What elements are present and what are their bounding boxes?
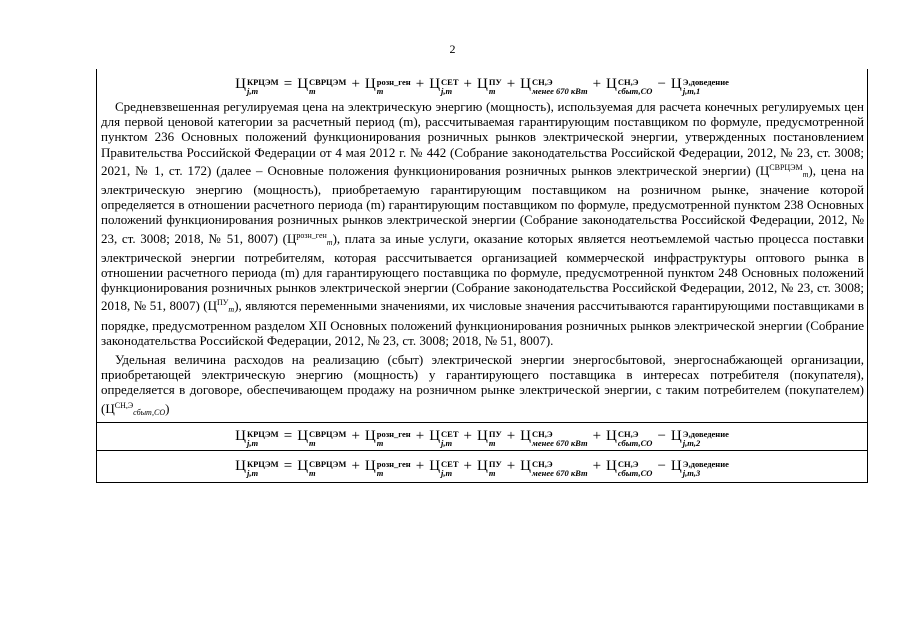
symbol-svrcem-superscript: СВРЦЭМ (769, 162, 803, 172)
formula-3-term-6-subscript: сбыт,СО (617, 467, 653, 478)
formula-2-operator-6: − (657, 427, 666, 444)
formula-3-lhs-term (235, 457, 279, 478)
formula-3-term-1-subscript: m (309, 467, 316, 478)
formula-2-operator-1: + (351, 427, 360, 444)
formula-1-term-1-superscript: СВРЦЭМ (309, 76, 347, 87)
formula-3-term-1 (297, 457, 347, 478)
formula-3-operator-1: + (351, 457, 360, 474)
formula-2-term-4 (476, 427, 502, 448)
formula-1-term-3-superscript: СЕТ (441, 76, 459, 87)
formula-1-term-6 (606, 75, 653, 96)
paragraphs-block (97, 99, 867, 422)
formula-3-term-5-superscript: СН,Э (532, 458, 553, 469)
formula-1-operator-3: + (463, 75, 472, 92)
formula-2-lhs-term-base: Ц (235, 427, 246, 444)
formula-2-term-5 (520, 427, 588, 448)
formula-2-equals-sign: = (283, 427, 293, 444)
formula-2-term-1 (297, 427, 347, 448)
formula-1 (97, 69, 867, 99)
formula-3-term-5-subscript: менее 670 кВт (532, 467, 588, 478)
formula-1-term-4-base: Ц (476, 75, 488, 92)
formula-3-term-5 (520, 457, 588, 478)
formula-3-term-4 (476, 457, 502, 478)
formula-2 (97, 422, 867, 451)
formula-2-term-7-superscript: Э,доведение (682, 428, 729, 439)
formula-2-term-2 (364, 427, 411, 448)
paragraph-2 (101, 352, 864, 420)
formula-1-term-7-superscript: Э,доведение (682, 76, 729, 87)
formula-2-term-5-subscript: менее 670 кВт (532, 437, 588, 448)
paragraph-2-text-b: ) (165, 400, 170, 416)
formula-3-term-7 (670, 457, 729, 478)
formula-3-term-2 (364, 457, 411, 478)
formula-2-term-2-base: Ц (364, 427, 376, 444)
symbol-pu (208, 298, 235, 313)
formula-1-lhs-term-superscript: КРЦЭМ (246, 76, 279, 87)
formula-2-term-7-subscript: j,m,2 (682, 437, 701, 448)
formula-1-term-1 (297, 75, 347, 96)
formula-3-term-1-superscript: СВРЦЭМ (309, 458, 347, 469)
formula-1-term-1-base: Ц (297, 75, 309, 92)
formula-1-term-5 (520, 75, 588, 96)
formula-3-operator-6: − (657, 457, 666, 474)
formula-3-term-7-base: Ц (670, 457, 682, 474)
formula-2-term-6-superscript: СН,Э (617, 428, 639, 439)
formula-3-term-3-base: Ц (429, 457, 441, 474)
formula-3-term-7-superscript: Э,доведение (682, 458, 729, 469)
formula-1-term-2-superscript: розн_ген (376, 76, 411, 87)
formula-3-term-2-superscript: розн_ген (376, 458, 411, 469)
formula-3 (97, 451, 867, 483)
symbol-sbyt-so-subscript: сбыт,СО (133, 407, 166, 417)
formula-1-operator-4: + (506, 75, 516, 92)
symbol-pu-base: Ц (207, 298, 217, 314)
symbol-sbyt-so-base: Ц (105, 400, 115, 416)
formula-1-term-6-subscript: сбыт,СО (617, 85, 653, 96)
paragraph-1-text-a: Средневзвешенная регулируемая цена на электрическую энергию (мощность), используемая для расчета конечных регулируемых цен для первой ценовой категории за расчетный период (m), рассчитываемая гарантирующим поставщиком по формуле, предусмотренной пунктом 236 Основных положений функционирования розничных рынков электрической энергии, утвержденных постановлением Правительства Российской Федерации от 4 мая 2012 г. № 442 (Собрание законодательства Российской Федерации, 2012, № 23, ст. 3008; 2021, № 1, ст. 172) (далее – Основные положения функционирования розничных рынков электрической энергии) ( (101, 99, 864, 178)
formula-1-equals-sign: = (283, 75, 293, 92)
formula-2-term-5-superscript: СН,Э (532, 428, 553, 439)
formula-1-term-7-subscript: j,m,1 (682, 85, 701, 96)
symbol-sbyt-so-superscript: СН,Э (114, 400, 134, 410)
formula-1-operator-1: + (351, 75, 360, 92)
formula-2-term-6-base: Ц (606, 427, 617, 444)
formula-1-lhs-term-subscript: j,m (246, 85, 259, 96)
formula-2-term-6-subscript: сбыт,СО (617, 437, 653, 448)
formula-1-term-7-base: Ц (670, 75, 682, 92)
formula-1-operator-6: − (657, 75, 666, 92)
formula-2-term-7-base: Ц (670, 427, 682, 444)
formula-2-operator-4: + (506, 427, 516, 444)
formula-2-term-7 (670, 427, 729, 448)
formula-3-lhs-term-base: Ц (235, 457, 246, 474)
formula-1-term-4 (476, 75, 502, 96)
symbol-pu-superscript: ПУ (216, 298, 229, 308)
formula-1-operator-2: + (415, 75, 425, 92)
formula-2-lhs-term-subscript: j,m (246, 437, 259, 448)
formula-2-term-5-base: Ц (520, 427, 531, 444)
formula-1-term-2 (364, 75, 411, 96)
symbol-rozn-gen (287, 231, 333, 246)
formula-1-operator-5: + (592, 75, 602, 92)
paragraph-1-text-b: ), цена на электрическую энергию (мощность), приобретаемую гарантирующим поставщиком на розничном рынке, значение которой определяется в отношении расчетного периода (m) гарантирующим поставщиком по формуле, предусмотренной пунктом 238 Основных положений функционирования розничных рынков электрической энергии (Собрание законодательства Российской Федерации, 2012, № 23, ст. 3008; 2018, № 51, 8007) ( (101, 162, 864, 246)
formula-2-term-4-subscript: m (488, 437, 496, 448)
formula-3-term-5-base: Ц (520, 457, 531, 474)
paragraph-1 (101, 99, 864, 348)
formula-1-term-2-base: Ц (364, 75, 376, 92)
formula-2-term-3-subscript: j,m (441, 437, 453, 448)
symbol-rozn-gen-base: Ц (286, 230, 297, 246)
formula-3-equals-sign: = (283, 457, 293, 474)
formula-3-lhs-term-subscript: j,m (246, 467, 259, 478)
formula-1-term-3 (429, 75, 459, 96)
formula-1-term-7 (670, 75, 729, 96)
formula-2-term-4-superscript: ПУ (488, 428, 502, 439)
formula-3-term-1-base: Ц (297, 457, 309, 474)
symbol-svrcem-base: Ц (759, 162, 770, 178)
formula-3-term-2-subscript: m (376, 467, 384, 478)
formula-3-term-4-subscript: m (488, 467, 496, 478)
formula-2-lhs-term-superscript: КРЦЭМ (246, 428, 279, 439)
formula-1-term-5-subscript: менее 670 кВт (532, 85, 588, 96)
formula-1-term-6-base: Ц (606, 75, 617, 92)
formula-2-term-1-subscript: m (309, 437, 316, 448)
formula-3-term-3-subscript: j,m (441, 467, 453, 478)
symbol-svrcem (760, 163, 808, 178)
formula-2-term-3-base: Ц (429, 427, 441, 444)
symbol-rozn-gen-superscript: розн_ген (296, 230, 327, 240)
formula-3-term-3 (429, 457, 459, 478)
symbol-svrcem-subscript: m (802, 169, 809, 179)
formula-2-operator-2: + (415, 427, 425, 444)
formula-2-operator-5: + (592, 427, 602, 444)
formula-3-term-6-base: Ц (606, 457, 617, 474)
formula-2-term-1-base: Ц (297, 427, 309, 444)
formula-3-term-4-superscript: ПУ (488, 458, 502, 469)
formula-1-term-5-superscript: СН,Э (532, 76, 553, 87)
page-number: 2 (449, 42, 456, 56)
formula-2-term-2-superscript: розн_ген (376, 428, 411, 439)
paragraph-1-text-c: ), плата за иные услуги, оказание которых является неотъемлемой частью процесса поставки электрической энергии потребителям, которая рассчитывается организацией коммерческой инфраструктуры оптового рынка в отношении расчетного периода (m) для гарантирующего поставщика по формуле, предусмотренной пунктом 248 Основных положений функционирования розничных рынков электрической энергии (Собрание законодательства Российской Федерации, 2012, № 23, ст. 3008; 2018, № 51, 8007) ( (101, 230, 864, 314)
formula-3-term-4-base: Ц (476, 457, 488, 474)
formula-1-term-4-superscript: ПУ (488, 76, 502, 87)
formula-2-lhs-term (235, 427, 279, 448)
formula-1-term-5-base: Ц (520, 75, 531, 92)
formula-3-lhs-term-superscript: КРЦЭМ (246, 458, 279, 469)
formula-3-term-3-superscript: СЕТ (441, 458, 459, 469)
formula-1-term-3-base: Ц (429, 75, 441, 92)
formula-2-term-3-superscript: СЕТ (441, 428, 459, 439)
symbol-sbyt-so (105, 401, 165, 416)
formula-1-term-2-subscript: m (376, 85, 384, 96)
formula-3-operator-2: + (415, 457, 425, 474)
formula-3-operator-5: + (592, 457, 602, 474)
symbol-pu-subscript: m (228, 305, 235, 315)
formula-1-lhs-term-base: Ц (235, 75, 246, 92)
formula-3-term-6-superscript: СН,Э (617, 458, 639, 469)
formula-1-term-4-subscript: m (488, 85, 496, 96)
paragraph-1-text-d: ), являются переменными значениями, их числовые значения рассчитываются гарантирующими поставщиками в порядке, предусмотренном разделом XII Основных положений функционирования розничных рынков электрической энергии (Собрание законодательства Российской Федерации, 2012, № 23, ст. 3008; 2018, № 51, 8007). (101, 298, 864, 348)
formula-1-term-1-subscript: m (309, 85, 316, 96)
formula-3-term-7-subscript: j,m,3 (682, 467, 701, 478)
formula-3-operator-4: + (506, 457, 516, 474)
formula-2-term-3 (429, 427, 459, 448)
formula-3-term-2-base: Ц (364, 457, 376, 474)
formula-3-operator-3: + (463, 457, 472, 474)
formula-3-term-6 (606, 457, 653, 478)
formula-2-term-2-subscript: m (376, 437, 384, 448)
paragraph-2-text-a: Удельная величина расходов на реализацию (сбыт) электрической энергии энергосбытовой, энергоснабжающей организации, приобретающей электрическую энергию (мощность) у гарантирующего поставщика в интересах потребителя (покупателя), определяется в договоре, обеспечивающем продажу на розничном рынке электрической энергии, с таким потребителем (покупателем) ( (101, 352, 864, 416)
formula-1-term-6-superscript: СН,Э (617, 76, 639, 87)
formula-1-term-3-subscript: j,m (441, 85, 453, 96)
formula-2-term-4-base: Ц (476, 427, 488, 444)
formula-2-operator-3: + (463, 427, 472, 444)
document-frame (96, 69, 868, 483)
formula-2-term-1-superscript: СВРЦЭМ (309, 428, 347, 439)
formula-1-lhs-term (235, 75, 279, 96)
formula-2-term-6 (606, 427, 653, 448)
symbol-rozn-gen-subscript: m (326, 237, 333, 247)
